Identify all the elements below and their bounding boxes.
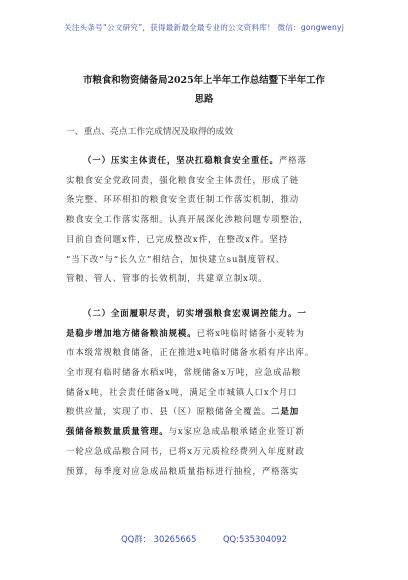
paragraph-line: [66, 324, 349, 344]
paragraph-line: 目前自查问题x件，已完成整改x件，在整改x件。坚持: [66, 233, 289, 244]
bold-text: 强储备粮数量质量管理。: [66, 426, 169, 437]
paragraph-line: 预算，每季度对应急成品粮质量指标进行抽检，严格落实: [66, 465, 300, 476]
bold-text: 是稳步增加地方储备粮油规模。: [66, 327, 197, 338]
footer-contacts: [0, 533, 408, 545]
line-text: 与x家应急成品粮承储企业签订新: [168, 426, 305, 437]
paragraph-line: “当下改”与“长久立”相结合，加快建立su制度管权、: [66, 253, 286, 264]
paragraph-line: [66, 151, 349, 171]
bold-lead: （一）压实主体责任，坚决扛稳粮食安全重任。: [83, 155, 279, 165]
paragraph-line: [66, 304, 349, 324]
header-banner: 关注头条号“公文研究”，获得最新最全最专业的公文资料库！ 微信：gongwenyj: [63, 23, 345, 32]
paragraph-line: 条完整、环环相扣的粮食安全责任制工作落实机制，推动: [66, 194, 300, 205]
section-heading: 一、重点、亮点工作完成情况及取得的成效: [66, 127, 234, 137]
paragraph-2: [66, 304, 349, 481]
document-body: [66, 151, 349, 496]
line-text: 已将x吨临时储备小麦转为: [196, 327, 305, 338]
title-line-2: 思路: [194, 94, 214, 105]
footer-qq-group: QQ群： 30265665: [121, 534, 197, 544]
paragraph-line: 一轮应急成品粮合同书，已将x万元质检经费列入年度财政: [66, 445, 305, 456]
bold-text: 二是加: [271, 406, 300, 417]
paragraph-line: 实粮食安全党政同责，强化粮食安全主体责任，形成了链: [66, 174, 300, 185]
paragraph-line: [66, 422, 349, 442]
footer-qq-number: QQ:535304092: [222, 534, 287, 544]
line-text: 严格落: [278, 155, 307, 165]
paragraph-line: 全市现有临时储备水稻x吨，常规储备x万吨，应急成品粮: [66, 367, 302, 378]
paragraph-line: 粮食安全工作落实落细。认真开展深化涉粮问题专项整治，: [66, 214, 309, 225]
bold-lead: （二）全面履职尽责，切实增强粮食宏观调控能力。一: [83, 307, 307, 318]
title-line-1: 市粮食和物资储备局2025年上半年工作总结暨下半年工作: [83, 75, 325, 86]
paragraph-1: [66, 151, 349, 289]
line-text: 粮供应量，实现了市、县（区）原粮储备全覆盖。: [66, 406, 272, 417]
paragraph-line: [66, 402, 349, 422]
paragraph-line: 储备x吨，社会责任储备x吨，满足全市城镇人口x个月口: [66, 386, 298, 397]
document-title: [58, 71, 350, 109]
paragraph-line: 管粮、管人、管事的长效机制，共建章立制x项。: [66, 273, 268, 284]
paragraph-line: 市本级常规粮食储备，正在推进x吨临时储备水稻有序出库。: [66, 347, 315, 358]
